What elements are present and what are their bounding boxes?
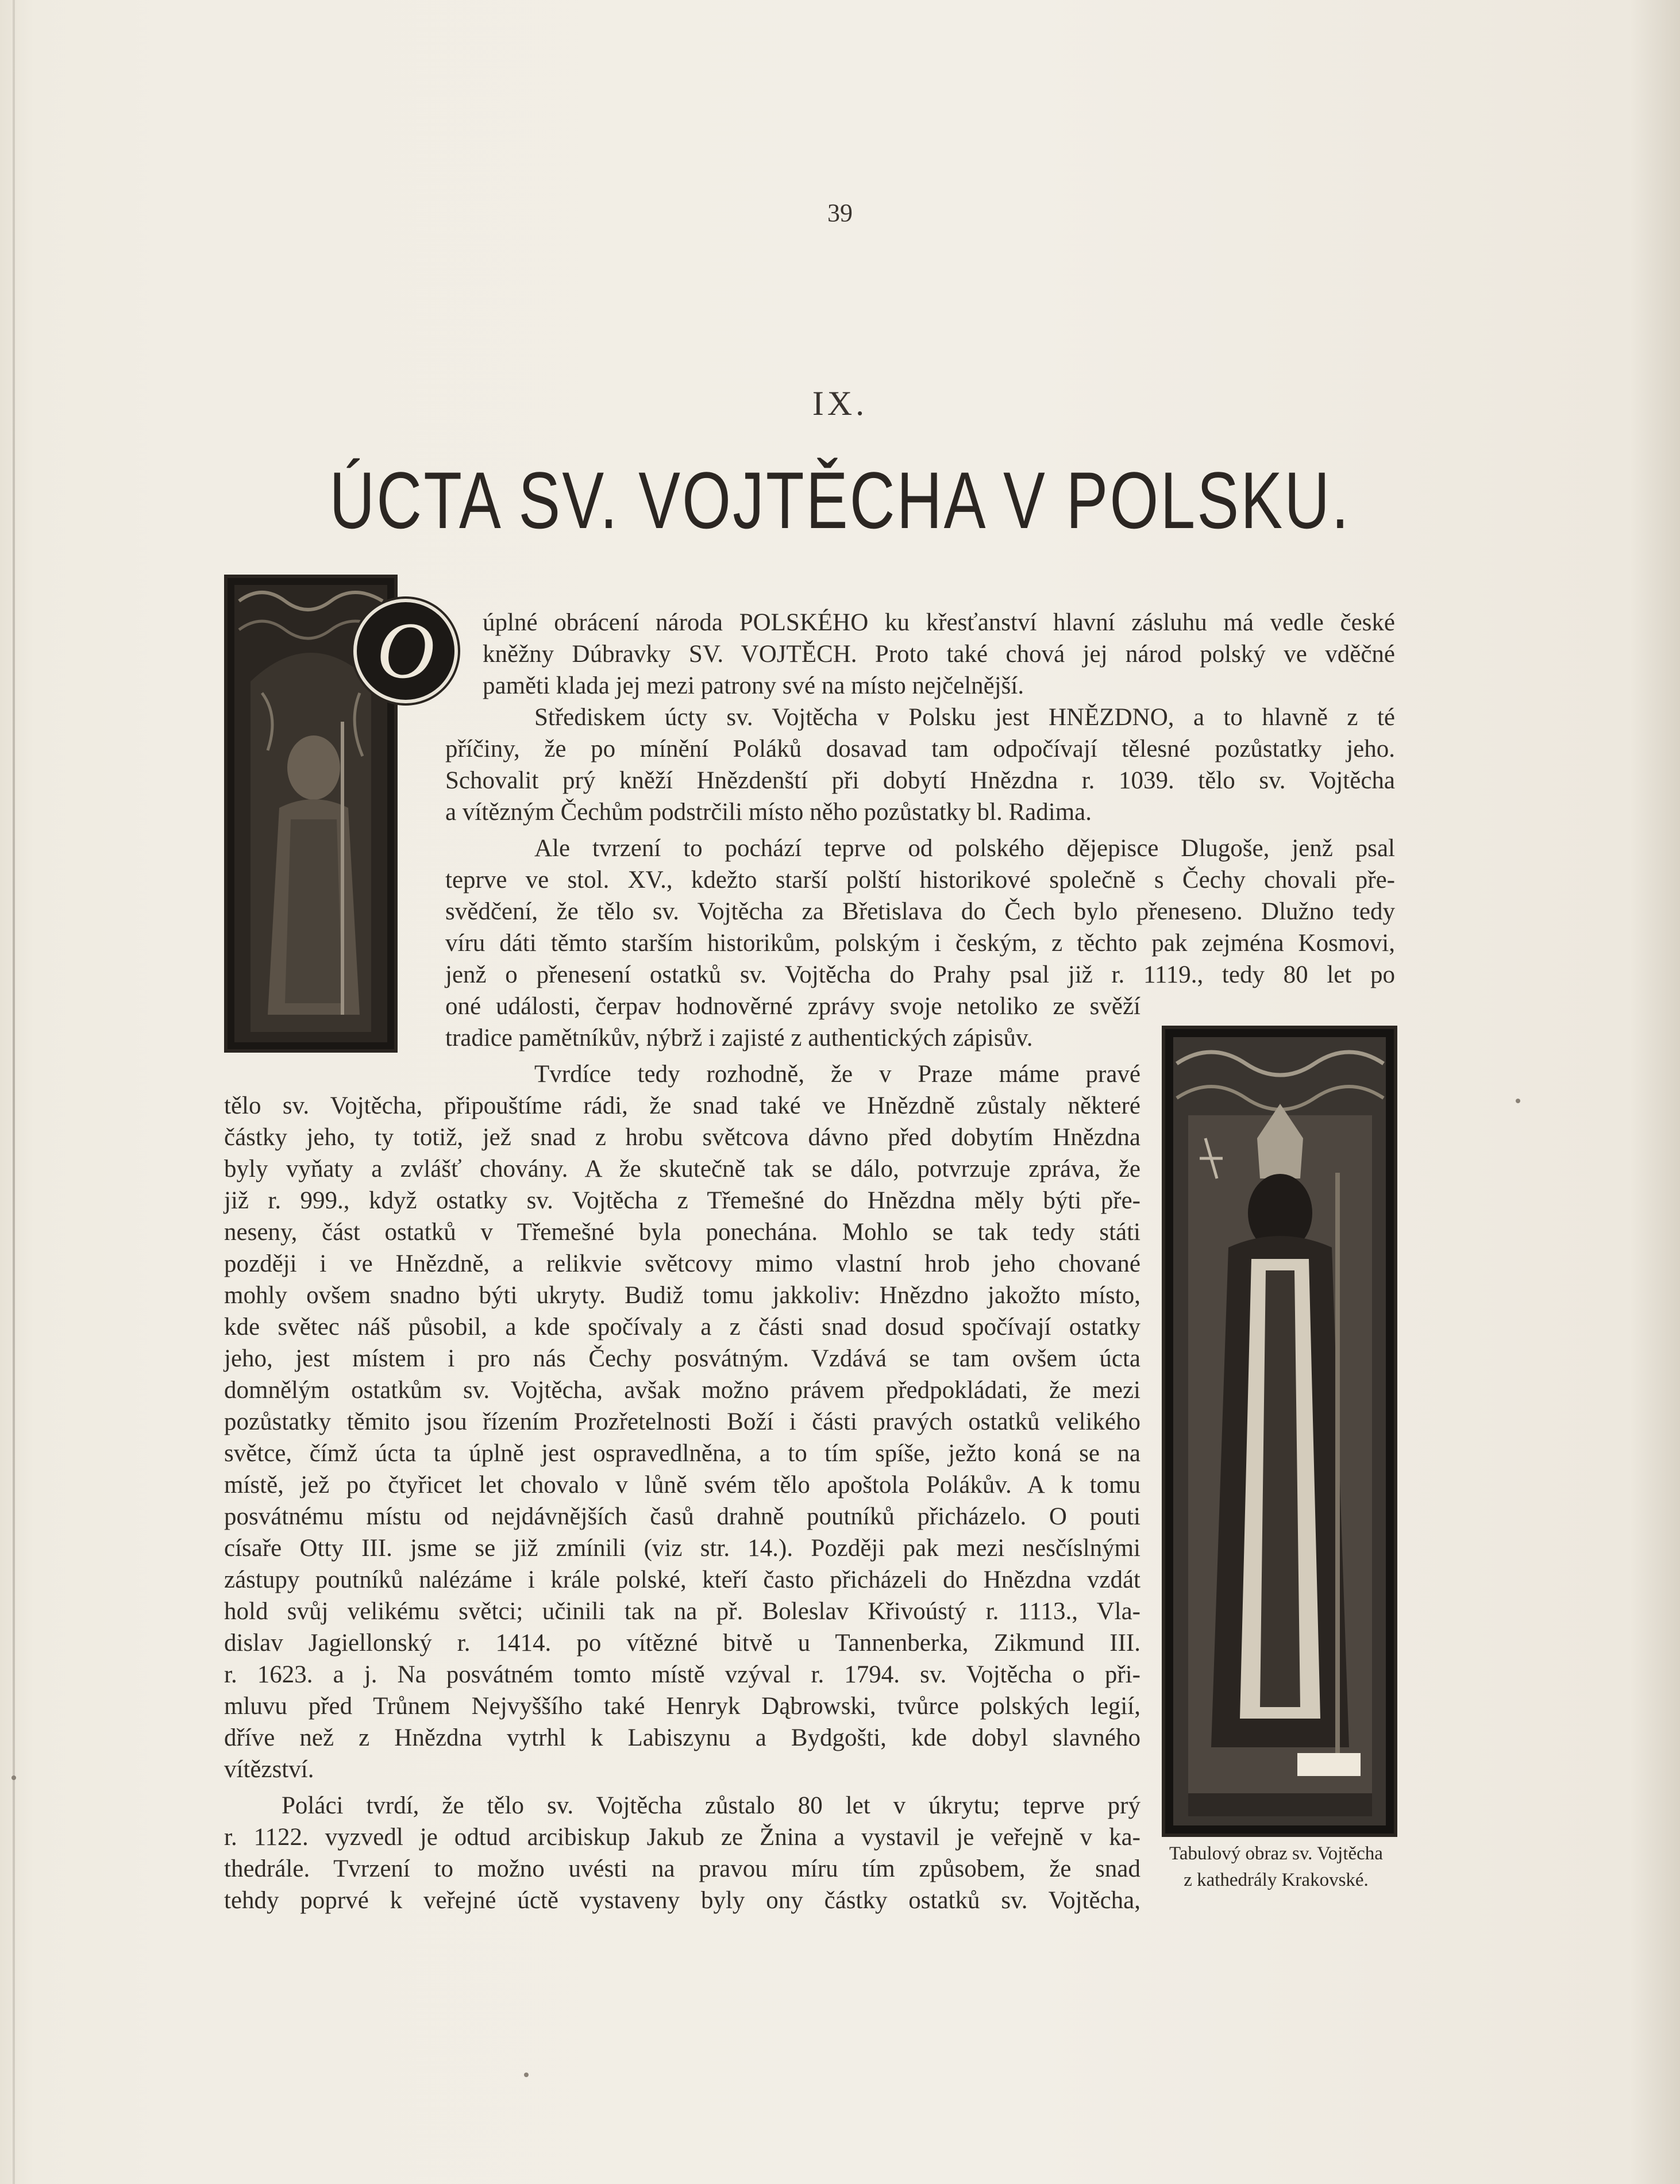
text-line: již r. 999., když ostatky sv. Vojtěcha z Třemešné do Hnězdna měly býti pře- (224, 1187, 1140, 1214)
text-line: neseny, část ostatků v Třemešné byla ponechána. Mohlo se tak tedy státi (224, 1219, 1140, 1246)
text-line: teprve ve stol. XV., kdežto starší polští historikové společně s Čechy chovali pře- (445, 866, 1395, 893)
figure-caption (1143, 1840, 1409, 1893)
text-line: r. 1122. vyzvedl je odtud arcibiskup Jakub ze Žnina a vystavil je veřejně v ka- (224, 1824, 1140, 1851)
page-gutter (13, 0, 15, 2184)
chapter-title: ÚCTA SV. VOJTĚCHA V POLSKU. (329, 455, 1351, 545)
text-line: mohly ovšem snadno býti ukryty. Budiž tomu jakkoliv: Hnězdno jakožto místo, (224, 1282, 1140, 1309)
saint-panel-image-right (1162, 1026, 1397, 1837)
text-line: byly vyňaty a zvlášť chovány. A že skutečně tak se dálo, potvrzuje zpráva, že (224, 1155, 1140, 1182)
text-line: místě, jež po čtyřicet let chovalo v lůně svém tělo apoštola Polákův. A k tomu (224, 1472, 1140, 1499)
text-line: příčiny, že po mínění Poláků dosavad tam odpočívají tělesné pozůstatky jeho. (445, 735, 1395, 762)
text-line: tehdy poprvé k veřejné úctě vystaveny byly ony částky ostatků sv. Vojtěcha, (224, 1887, 1140, 1914)
text-line: jenž o přenesení ostatků sv. Vojtěcha do Prahy psal již r. 1119., tedy 80 let po (445, 961, 1395, 988)
text-line: Schovalit prý kněží Hnězdenští při dobytí Hnězdna r. 1039. tělo sv. Vojtěcha (445, 767, 1395, 794)
text-line: domnělým ostatkům sv. Vojtěcha, avšak možno právem předpokládati, že mezi (224, 1377, 1140, 1404)
text-line: r. 1623. a j. Na posvátném tomto místě vzýval r. 1794. sv. Vojtěcha o při- (224, 1661, 1140, 1688)
paper-speck (524, 2073, 529, 2077)
text-line: Střediskem úcty sv. Vojtěcha v Polsku jest HNĚZDNO, a to hlavně z té (534, 704, 1395, 731)
text-line: tradice pamětníkův, nýbrž i zajisté z authentických zápisův. (445, 1024, 1033, 1051)
text-line: částky jeho, ty totiž, jež snad z hrobu světcova dávno před dobytím Hnězdna (224, 1124, 1140, 1151)
text-line: víru dáti těmto starším historikům, polským i českým, z těchto pak zejména Kosmovi, (445, 930, 1395, 957)
paper-speck (11, 1775, 16, 1780)
text-line: světce, čímž úcta ta úplně jest ospravedlněna, a to tím spíše, ježto koná se na (224, 1440, 1140, 1467)
text-line: Tvrdíce tedy rozhodně, že v Praze máme pravé (534, 1061, 1140, 1088)
text-line: později i ve Hnězdně, a relikvie světcovy mimo vlastní hrob jeho chované (224, 1250, 1140, 1277)
text-line: hold svůj velikému světci; učinili tak na př. Boleslav Křivoústý r. 1113., Vla- (224, 1598, 1140, 1625)
text-line: kněžny Dúbravky SV. VOJTĚCH. Proto také chová jej národ polský ve vděčné (483, 641, 1395, 668)
text-line: Poláci tvrdí, že tělo sv. Vojtěcha zůstalo 80 let v úkrytu; teprve prý (282, 1792, 1140, 1819)
paper-speck (1516, 1099, 1520, 1103)
text-line: císaře Otty III. jsme se již zmínili (viz str. 14.). Později pak mezi nesčíslnými (224, 1535, 1140, 1562)
text-line: pozůstatky těmito jsou řízením Prozřetelnosti Boží i části pravých ostatků velikého (224, 1408, 1140, 1435)
text-line: tělo sv. Vojtěcha, připouštíme rádi, že snad také ve Hnězdně zůstaly některé (224, 1092, 1140, 1119)
text-line: kde světec náš působil, a kde spočívaly a z části snad dosud spočívají ostatky (224, 1314, 1140, 1341)
initial-letter: O (376, 606, 435, 695)
bishop-panel-illustration (1165, 1029, 1394, 1834)
text-line: dislav Jagiellonský r. 1414. po vítězné bitvě u Tannenberka, Zikmund III. (224, 1630, 1140, 1657)
text-line: svědčení, že tělo sv. Vojtěcha za Břetislava do Čech bylo přeneseno. Dlužno tedy (445, 898, 1395, 925)
text-line: oné události, čerpav hodnověrné zprávy svoje netoliko ze svěží (445, 993, 1140, 1020)
text-line: mluvu před Trůnem Nejvyššího také Henryk Dąbrowski, tvůrce polských legií, (224, 1693, 1140, 1720)
text-line: Ale tvrzení to pochází teprve od polského dějepisce Dlugoše, jenž psal (534, 835, 1395, 862)
text-line: thedrále. Tvrzení to možno uvésti na pravou míru tím způsobem, že snad (224, 1855, 1140, 1882)
chapter-number: IX. (812, 384, 868, 422)
text-line: posvátnému místu od nejdávnějších časů drahně poutníků přicházelo. O pouti (224, 1503, 1140, 1530)
decorative-initial (353, 599, 458, 703)
text-line: jeho, jest místem i pro nás Čechy posvátným. Vzdává se tam ovšem úcta (224, 1345, 1140, 1372)
text-line: dříve než z Hnězdna vytrhl k Labiszynu a Bydgošti, kde dobyl slavného (224, 1724, 1140, 1751)
page-number: 39 (827, 199, 853, 227)
text-line: vítězství. (224, 1756, 314, 1783)
caption-line-1: Tabulový obraz sv. Vojtěcha (1169, 1843, 1383, 1864)
text-line: zástupy poutníků nalézáme i krále polské, kteří často přicházeli do Hnězdna vzdát (224, 1566, 1140, 1593)
text-line: paměti klada jej mezi patrony své na místo nejčelnější. (483, 672, 1024, 699)
text-line: a vítězným Čechům podstrčili místo něho pozůstatky bl. Radima. (445, 799, 1092, 826)
caption-line-2: z kathedrály Krakovské. (1184, 1870, 1369, 1890)
text-line: úplné obrácení národa POLSKÉHO ku křesťanství hlavní zásluhu má vedle české (483, 609, 1395, 636)
